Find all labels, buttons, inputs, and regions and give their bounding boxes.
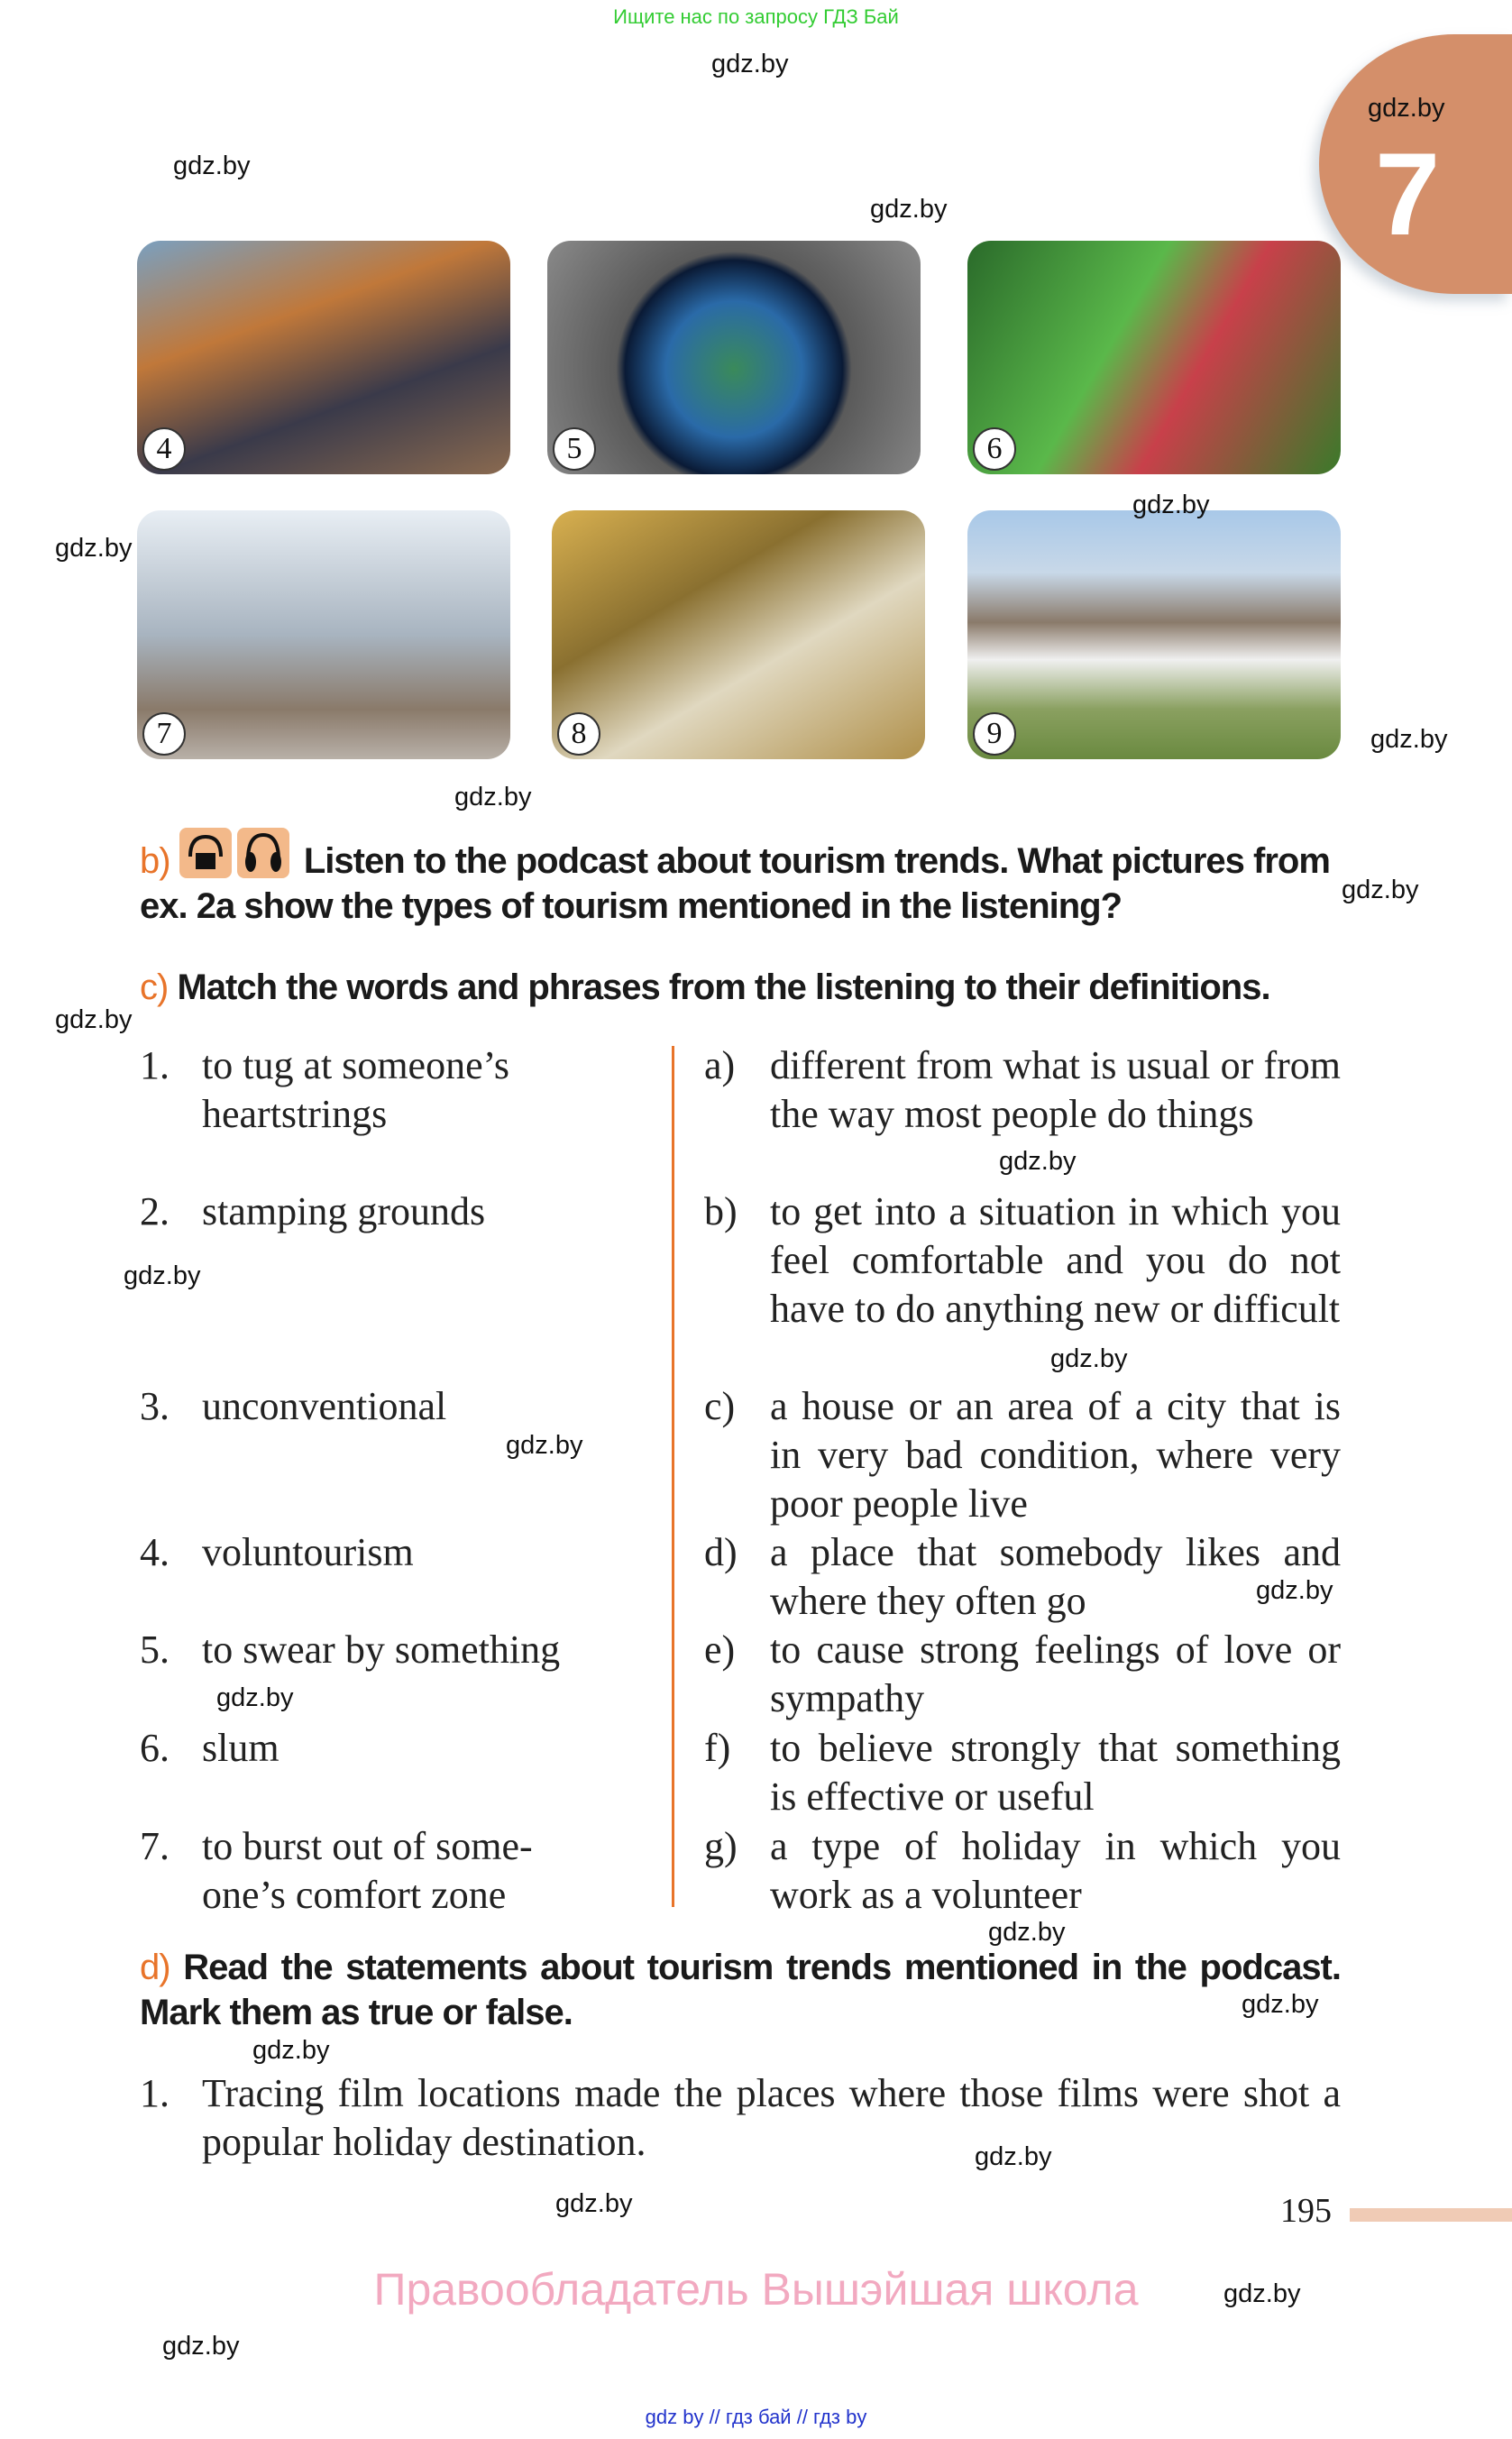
- watermark: gdz.by: [1050, 1344, 1128, 1373]
- top-note: Ищите нас по запросу ГДЗ Бай: [613, 5, 899, 28]
- watermark: gdz.by: [1370, 725, 1448, 754]
- task-c: [140, 965, 1348, 1010]
- word-item: to swear by something: [202, 1628, 561, 1672]
- word-item: voluntourism: [202, 1530, 414, 1574]
- watermark: gdz.by: [124, 1261, 201, 1290]
- definition-letter: e): [704, 1628, 736, 1672]
- footer-links[interactable]: gdz by // гдз бай // гдз by: [645, 2406, 867, 2428]
- watermark: gdz.by: [506, 1431, 583, 1460]
- photo-number: 4: [142, 427, 186, 471]
- task-text: Listen to the podcast about tourism trends. What pictures from ex. 2a show the types of tourism mentioned in the listening?: [140, 841, 1330, 926]
- photo-number: 8: [557, 712, 600, 756]
- word-item: unconventional: [202, 1384, 447, 1428]
- definition-item: to believe strongly that something is effective or useful: [770, 1726, 1341, 1819]
- chapter-number: 7: [1375, 128, 1441, 260]
- watermark: gdz.by: [988, 1918, 1066, 1947]
- watermark: gdz.by: [1242, 1990, 1319, 2019]
- definition-letter: d): [704, 1530, 738, 1574]
- word-item: stamping grounds: [202, 1189, 486, 1233]
- headphones-icon[interactable]: [237, 828, 289, 878]
- watermark: gdz.by: [975, 2142, 1052, 2171]
- watermark: gdz.by: [1368, 94, 1445, 123]
- watermark: gdz.by: [870, 195, 948, 224]
- photo-number: 7: [142, 712, 186, 756]
- page-number: 195: [1280, 2192, 1332, 2230]
- watermark: gdz.by: [999, 1147, 1077, 1176]
- task-label: b): [140, 841, 170, 881]
- watermark: gdz.by: [1132, 491, 1210, 519]
- watermark: gdz.by: [1342, 876, 1419, 904]
- page-bar: [1350, 2208, 1512, 2222]
- photo-9: [967, 510, 1341, 759]
- definition-letter: b): [704, 1189, 738, 1233]
- definition-letter: a): [704, 1043, 736, 1087]
- definition-letter: f): [704, 1726, 731, 1770]
- watermark: gdz.by: [216, 1683, 294, 1712]
- word-number: 4.: [140, 1530, 170, 1574]
- task-label: d): [140, 1948, 170, 1987]
- definition-item: to cause strong feelings of love or sympathy: [770, 1628, 1341, 1720]
- watermark: gdz.by: [454, 783, 532, 811]
- definition-item: different from what is usual or from the way most people do things: [770, 1043, 1341, 1136]
- watermark: gdz.by: [555, 2189, 633, 2218]
- word-number: 5.: [140, 1628, 170, 1672]
- watermark: gdz.by: [55, 534, 133, 563]
- task-text: Read the statements about tourism trends mentioned in the podcast. Mark them as true or false.: [140, 1948, 1341, 2032]
- word-item: to burst out of some-one’s comfort zone: [202, 1824, 533, 1917]
- watermark: gdz.by: [252, 2036, 330, 2065]
- watermark: gdz.by: [162, 2332, 240, 2361]
- watermark: gdz.by: [55, 1005, 133, 1034]
- watermark: gdz.by: [173, 151, 251, 180]
- definition-item: a place that somebody likes and where they often go: [770, 1530, 1341, 1623]
- word-item: slum: [202, 1726, 279, 1770]
- photo-7: [137, 510, 510, 759]
- photo-number: 6: [973, 427, 1016, 471]
- photo-number: 9: [973, 712, 1016, 756]
- column-divider: [672, 1046, 674, 1907]
- word-number: 7.: [140, 1824, 170, 1868]
- word-number: 6.: [140, 1726, 170, 1770]
- watermark: gdz.by: [1256, 1576, 1333, 1605]
- statement-number: 1.: [140, 2071, 170, 2115]
- photo-4: [137, 241, 510, 474]
- photo-5: [547, 241, 921, 474]
- watermark: gdz.by: [711, 50, 789, 78]
- definition-item: a house or an area of a city that is in very bad condition, where very poor people live: [770, 1384, 1341, 1526]
- watermark: gdz.by: [1223, 2279, 1301, 2308]
- word-number: 2.: [140, 1189, 170, 1233]
- statement-text: Tracing film locations made the places where those films were shot a popular holiday destination.: [202, 2071, 1341, 2164]
- word-number: 1.: [140, 1043, 170, 1087]
- word-number: 3.: [140, 1384, 170, 1428]
- definition-item: a type of holiday in which you work as a volunteer: [770, 1824, 1341, 1917]
- photo-6: [967, 241, 1341, 474]
- definition-item: to get into a situation in which you feel comfortable and you do not have to do anything new or difficult: [770, 1189, 1341, 1331]
- task-b: [140, 828, 1348, 929]
- definition-letter: c): [704, 1384, 736, 1428]
- task-label: c): [140, 967, 169, 1007]
- definition-letter: g): [704, 1824, 738, 1868]
- task-text: Match the words and phrases from the listening to their definitions.: [177, 967, 1270, 1007]
- photo-number: 5: [553, 427, 596, 471]
- word-item: to tug at someone’s heartstrings: [202, 1043, 509, 1136]
- audio-cd-icon[interactable]: [179, 828, 232, 878]
- copyright-note: Правообладатель Вышэйшая школа: [373, 2264, 1139, 2315]
- task-d: [140, 1945, 1341, 2035]
- photo-8: [552, 510, 925, 759]
